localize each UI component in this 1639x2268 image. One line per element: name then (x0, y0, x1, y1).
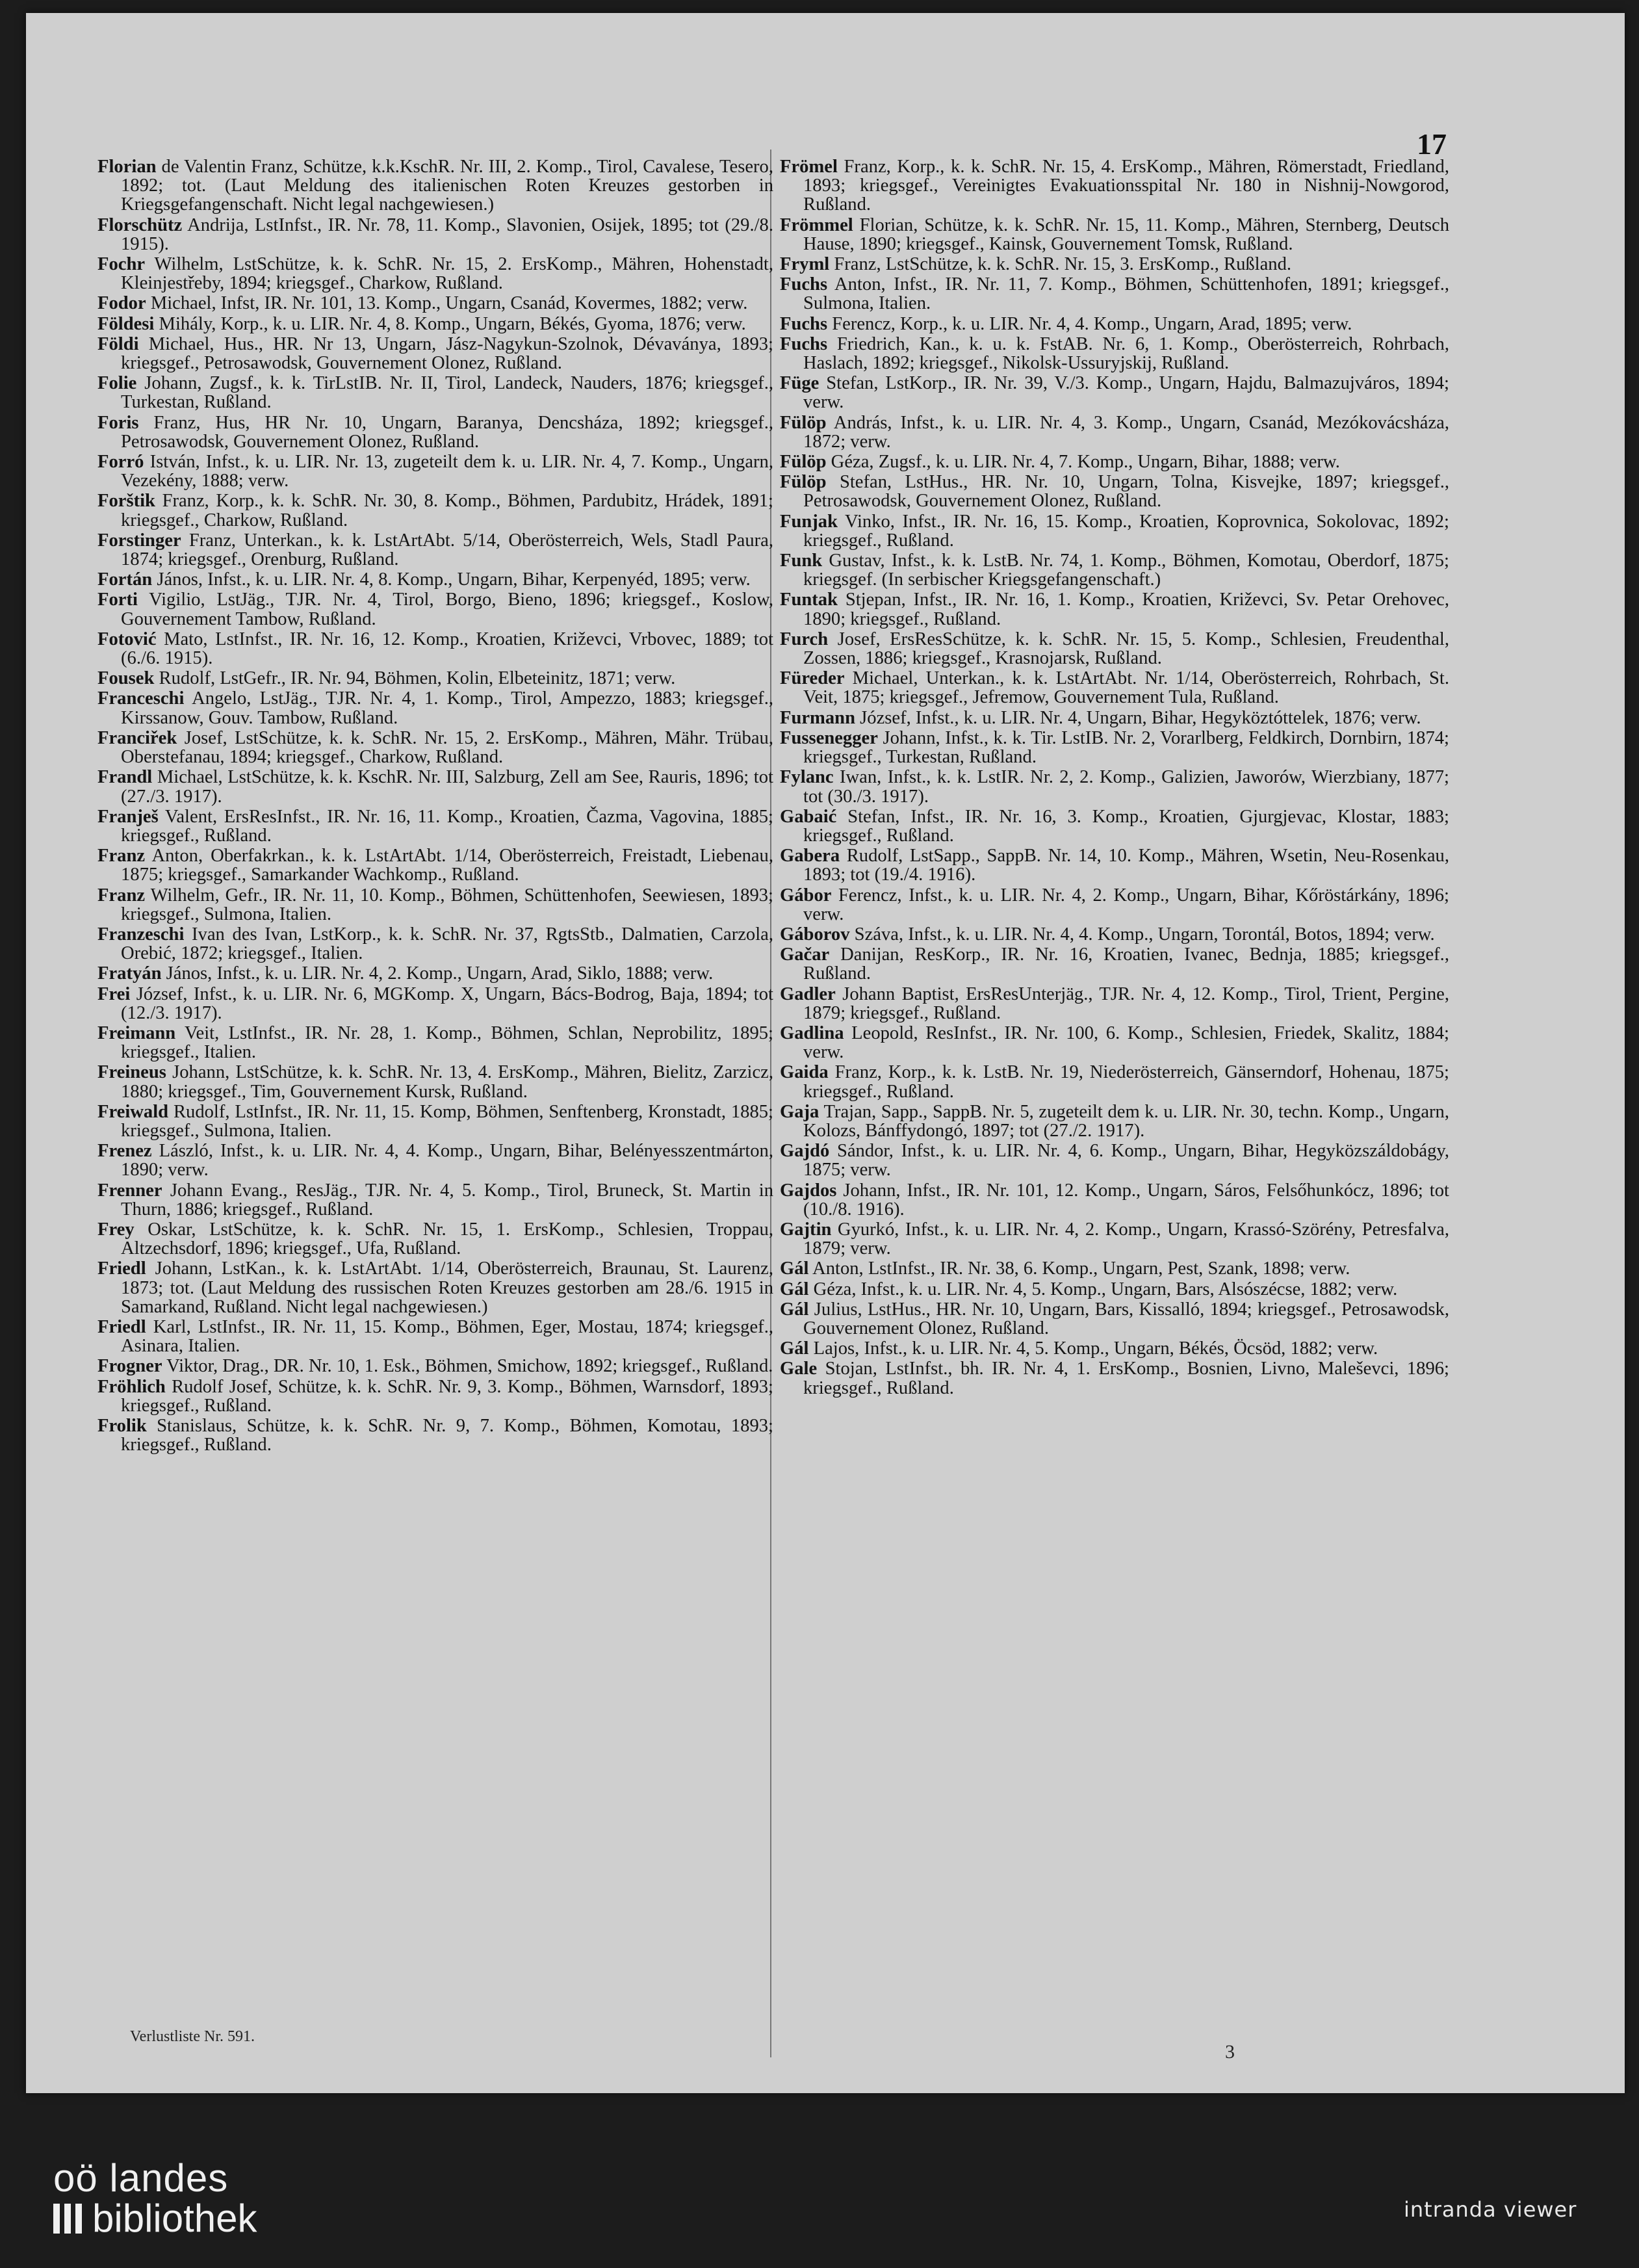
entry-surname: Fylanc (780, 767, 834, 788)
entry-details: Trajan, Sapp., SappB. Nr. 5, zugeteilt dem k. u. LIR. Nr. 30, techn. Komp., Ungarn, Kolozs, Bánffydongó, 1897; tot (27./2. 1917). (803, 1101, 1449, 1141)
list-entry (97, 1102, 773, 1140)
entry-surname: Fülöp (780, 412, 827, 433)
entry-details: Wilhelm, Gefr., IR. Nr. 11, 10. Komp., Böhmen, Schüttenhofen, Seewiesen, 1893; kriegsgef., Sulmona, Italien. (121, 885, 773, 924)
entry-surname: Folie (97, 373, 137, 394)
footer-list-number: Verlustliste Nr. 591. (130, 2028, 255, 2045)
entry-details: Ivan des Ivan, LstKorp., k. k. SchR. Nr. 37, RgtsStb., Dalmatien, Carzola, Orebić, 1872; kriegsgef., Italien. (121, 924, 773, 964)
list-entry (780, 925, 1449, 944)
entry-details: Anton, Oberfakrkan., k. k. LstArtAbt. 1/14, Oberösterreich, Freistadt, Liebenau, 1875; kriegsgef., Samarkander Wachkomp., Rußland. (121, 846, 773, 885)
entry-details: Gyurkó, Infst., k. u. LIR. Nr. 4, 2. Komp., Ungarn, Krassó-Szörény, Petresfalva, 1879; verw. (803, 1219, 1449, 1259)
entry-details: Rudolf, LstInfst., IR. Nr. 11, 15. Komp, Böhmen, Senftenberg, Kronstadt, 1885; kriegsgef., Sulmona, Italien. (121, 1101, 773, 1141)
entry-details: Iwan, Infst., k. k. LstIR. Nr. 2, 2. Komp., Galizien, Jaworów, Wierzbiany, 1877; tot (30./3. 1917). (803, 767, 1449, 807)
list-entry (780, 630, 1449, 668)
list-entry (97, 1357, 773, 1375)
entry-details: Johann Baptist, ErsResUnterjäg., TJR. Nr. 4, 12. Komp., Tirol, Trient, Pergine, 1879; kriegsgef., Rußland. (803, 984, 1449, 1023)
list-entry (97, 689, 773, 727)
list-entry (780, 945, 1449, 983)
entry-surname: Franzeschi (97, 924, 185, 945)
list-entry (780, 846, 1449, 884)
entry-details: Franz, Hus, HR Nr. 10, Ungarn, Baranya, Dencsháza, 1892; kriegsgef., Petrosawodsk, Gouvernement Olonez, Rußland. (121, 412, 774, 452)
entry-surname: Frömel (780, 157, 838, 177)
list-entry (97, 491, 773, 529)
entry-surname: Franciřek (97, 727, 177, 748)
entry-surname: Gábor (780, 885, 832, 906)
viewer-label: intranda viewer (1404, 2197, 1577, 2222)
entry-details: Vigilio, LstJäg., TJR. Nr. 4, Tirol, Borgo, Bieno, 1896; kriegsgef., Koslow, Gouvernement Tambow, Rußland. (121, 590, 773, 629)
entry-details: Johann, Zugsf., k. k. TirLstIB. Nr. II, Tirol, Landeck, Nauders, 1876; kriegsgef., Turkestan, Rußland. (121, 373, 773, 413)
list-entry (97, 630, 773, 668)
entry-details: Anton, LstInfst., IR. Nr. 38, 6. Komp., Ungarn, Pest, Szank, 1898; verw. (812, 1258, 1350, 1279)
list-entry (780, 275, 1449, 313)
list-entry (97, 255, 773, 293)
page-number: 17 (1417, 127, 1447, 161)
entry-surname: Fülöp (780, 472, 827, 493)
entry-details: Michael, Infst, IR. Nr. 101, 13. Komp., Ungarn, Csanád, Kovermes, 1882; verw. (150, 293, 748, 314)
entry-surname: Gál (780, 1258, 809, 1279)
entry-details: Florian, Schütze, k. k. SchR. Nr. 15, 11. Komp., Mähren, Sternberg, Deutsch Hause, 1890; kriegsgef., Kainsk, Gouvernement Tomsk, Rußland. (803, 215, 1449, 254)
logo-bars-icon (53, 2204, 82, 2234)
list-entry (97, 1181, 773, 1219)
entry-details: Sándor, Infst., k. u. LIR. Nr. 4, 6. Komp., Ungarn, Bihar, Hegyközszáldobágy, 1875; verw. (803, 1141, 1450, 1180)
entry-details: Lajos, Infst., k. u. LIR. Nr. 4, 5. Komp., Ungarn, Békés, Öcsöd, 1882; verw. (813, 1338, 1378, 1359)
logo-line-2: bibliothek (92, 2196, 257, 2240)
list-entry (97, 1141, 773, 1179)
entry-details: Wilhelm, LstSchütze, k. k. SchR. Nr. 15, 2. ErsKomp., Mähren, Hohenstadt, Kleinjestřeby, 1894; kriegsgef., Charkow, Rußland. (121, 254, 773, 294)
entry-surname: Forró (97, 452, 144, 473)
list-entry (780, 1259, 1449, 1278)
entry-details: Stefan, LstKorp., IR. Nr. 39, V./3. Komp., Ungarn, Hajdu, Balmazujváros, 1894; verw. (803, 373, 1449, 413)
list-entry (780, 452, 1449, 471)
list-entry (780, 886, 1449, 924)
entry-details: Száva, Infst., k. u. LIR. Nr. 4, 4. Komp., Ungarn, Torontál, Botos, 1894; verw. (854, 924, 1435, 945)
entry-surname: Fratyán (97, 963, 162, 984)
list-entry (780, 255, 1449, 274)
entry-details: Veit, LstInfst., IR. Nr. 28, 1. Komp., Böhmen, Schlan, Neprobilitz, 1895; kriegsgef., Italien. (121, 1023, 773, 1063)
list-entry (780, 590, 1449, 628)
signature-mark: 3 (1225, 2041, 1235, 2063)
entry-surname: Foris (97, 412, 139, 433)
list-entry (97, 1063, 773, 1101)
entry-details: Johann, LstKan., k. k. LstArtAbt. 1/14, Oberösterreich, Braunau, St. Laurenz, 1873; tot. (Laut Meldung des russischen Roten Kreuzes gestorben am 28./6. 1915 in Samarkand, Rußland. Nicht legal nachgewiesen.) (121, 1258, 773, 1317)
entry-surname: Gál (780, 1299, 809, 1320)
entry-surname: Fousek (97, 668, 155, 689)
entry-surname: Freineus (97, 1062, 166, 1083)
entry-surname: Gadler (780, 984, 836, 1004)
entry-surname: Fuchs (780, 333, 828, 354)
entry-details: Michael, Hus., HR. Nr 13, Ungarn, Jász-Nagykun-Szolnok, Dévaványa, 1893; kriegsgef., Petrosawodsk, Gouvernement Olonez, Rußland. (121, 333, 774, 374)
entry-surname: Franješ (97, 806, 159, 827)
entry-surname: Fuchs (780, 313, 828, 334)
entry-details: Josef, LstSchütze, k. k. SchR. Nr. 15, 2. ErsKomp., Mähren, Mähr. Trübau, Oberstefanau, 1894; kriegsgef., Charkow, Rußland. (121, 727, 773, 768)
list-entry (780, 985, 1449, 1023)
list-entry (97, 374, 773, 411)
entry-details: Franz, Korp., k. k. SchR. Nr. 30, 8. Komp., Böhmen, Pardubitz, Hrádek, 1891; kriegsgef., Charkow, Rußland. (121, 491, 773, 530)
list-entry (780, 216, 1449, 254)
list-entry (97, 846, 773, 884)
list-entry (780, 807, 1449, 845)
list-entry (780, 315, 1449, 333)
list-entry (780, 413, 1449, 451)
entry-surname: Fodor (97, 293, 146, 314)
list-entry (780, 1280, 1449, 1299)
entry-details: István, Infst., k. u. LIR. Nr. 13, zugeteilt dem k. u. LIR. Nr. 4, 7. Komp., Ungarn, Vezekény, 1888; verw. (121, 452, 773, 491)
list-entry (97, 1318, 773, 1355)
entry-surname: Gajdó (780, 1141, 830, 1162)
list-entry (97, 985, 773, 1023)
entry-surname: Fochr (97, 254, 146, 275)
entry-details: Andrija, LstInfst., IR. Nr. 78, 11. Komp., Slavonien, Osijek, 1895; tot (29./8. 1915). (121, 215, 773, 254)
entry-details: Johann, Infst., k. k. Tir. LstIB. Nr. 2, Vorarlberg, Feldkirch, Dornbirn, 1874; kriegsgef., Turkestan, Rußland. (803, 727, 1449, 768)
list-entry (97, 964, 773, 983)
entry-details: Oskar, LstSchütze, k. k. SchR. Nr. 15, 1. ErsKomp., Schlesien, Troppau, Altzechsdorf, 1896; kriegsgef., Ufa, Rußland. (121, 1219, 773, 1259)
entry-surname: Furch (780, 629, 829, 649)
entry-details: Vinko, Infst., IR. Nr. 16, 15. Komp., Kroatien, Koprovnica, Sokolovac, 1892; kriegsgef., Rußland. (803, 511, 1449, 551)
entry-details: József, Infst., k. u. LIR. Nr. 6, MGKomp. X, Ungarn, Bács-Bodrog, Baja, 1894; tot (12./3. 1917). (121, 984, 773, 1023)
entry-surname: Florschütz (97, 215, 183, 235)
right-column (780, 157, 1449, 1399)
entry-details: József, Infst., k. u. LIR. Nr. 4, Ungarn, Bihar, Hegyköztóttelek, 1876; verw. (860, 707, 1421, 728)
entry-surname: Gajdos (780, 1180, 837, 1201)
list-entry (780, 551, 1449, 589)
list-entry (780, 512, 1449, 550)
entry-surname: Frey (97, 1219, 135, 1240)
list-entry (97, 570, 773, 589)
entry-surname: Frenez (97, 1141, 152, 1162)
list-entry (780, 1181, 1449, 1219)
list-entry (780, 335, 1449, 372)
entry-surname: Franz (97, 885, 146, 906)
list-entry (97, 669, 773, 688)
entry-surname: Freiwald (97, 1101, 169, 1122)
list-entry (780, 157, 1449, 215)
entry-surname: Gadlina (780, 1023, 844, 1043)
entry-surname: Fortán (97, 569, 153, 590)
list-entry (780, 709, 1449, 727)
list-entry (97, 886, 773, 924)
entry-surname: Fuchs (780, 274, 828, 295)
entry-details: László, Infst., k. u. LIR. Nr. 4, 4. Komp., Ungarn, Bihar, Belényesszentmárton, 1890; verw. (121, 1141, 774, 1180)
list-entry (780, 669, 1449, 707)
entry-surname: Franceschi (97, 688, 185, 709)
list-entry (97, 768, 773, 805)
entry-details: Gustav, Infst., k. k. LstB. Nr. 74, 1. Komp., Böhmen, Komotau, Oberdorf, 1875; kriegsgef. (In serbischer Kriegsgefangenschaft.) (803, 551, 1449, 590)
entry-surname: Fröhlich (97, 1376, 166, 1397)
entry-surname: Gabaić (780, 806, 837, 827)
entry-details: András, Infst., k. u. LIR. Nr. 4, 3. Komp., Ungarn, Csanád, Mezókovácsháza, 1872; verw. (803, 412, 1449, 452)
entry-surname: Gačar (780, 945, 830, 965)
list-entry (97, 729, 773, 766)
entry-surname: Füreder (780, 668, 845, 689)
entry-surname: Gaida (780, 1062, 829, 1083)
entry-details: Josef, ErsResSchütze, k. k. SchR. Nr. 15, 5. Komp., Schlesien, Freudenthal, Zossen, 1886; kriegsgef., Krasnojarsk, Rußland. (803, 629, 1449, 669)
scanned-page (26, 13, 1625, 2093)
entry-details: Franz, LstSchütze, k. k. SchR. Nr. 15, 3. ErsKomp., Rußland. (834, 254, 1292, 275)
logo-line-2-row (53, 2198, 257, 2239)
entry-surname: Frenner (97, 1180, 162, 1201)
entry-surname: Forstinger (97, 530, 181, 551)
list-entry (780, 1102, 1449, 1140)
entry-details: Rudolf, LstGefr., IR. Nr. 94, Böhmen, Kolin, Elbeteinitz, 1871; verw. (159, 668, 676, 689)
entry-details: Michael, LstSchütze, k. k. KschR. Nr. III, Salzburg, Zell am See, Rauris, 1896; tot (27./3. 1917). (121, 767, 773, 807)
entry-details: Leopold, ResInfst., IR. Nr. 100, 6. Komp., Schlesien, Friedek, Skalitz, 1884; verw. (803, 1023, 1449, 1063)
entry-details: Michael, Unterkan., k. k. LstArtAbt. Nr. 1/14, Oberösterreich, Rohrbach, St. Veit, 1875; kriegsgef., Jefremow, Gouvernement Tula, Rußland. (803, 668, 1449, 708)
list-entry (97, 531, 773, 569)
entry-details: Viktor, Drag., DR. Nr. 10, 1. Esk., Böhmen, Smichow, 1892; kriegsgef., Rußland. (166, 1356, 773, 1377)
entry-surname: Füge (780, 373, 820, 394)
list-entry (97, 335, 773, 372)
list-entry (780, 1141, 1449, 1179)
entry-surname: Friedl (97, 1258, 146, 1279)
entry-details: Johann, LstSchütze, k. k. SchR. Nr. 13, 4. ErsKomp., Mähren, Bielitz, Zarzicz, 1880; kriegsgef., Tim, Gouvernement Kursk, Rußland. (121, 1062, 773, 1102)
entry-details: János, Infst., k. u. LIR. Nr. 4, 8. Komp., Ungarn, Bihar, Kerpenyéd, 1895; verw. (157, 569, 751, 590)
entry-surname: Földi (97, 333, 139, 354)
entry-surname: Gáborov (780, 924, 850, 945)
list-entry (780, 1339, 1449, 1358)
entry-details: Stanislaus, Schütze, k. k. SchR. Nr. 9, 7. Komp., Böhmen, Komotau, 1893; kriegsgef., Rußland. (121, 1416, 773, 1455)
list-entry (97, 157, 773, 215)
entry-details: Johann Evang., ResJäg., TJR. Nr. 4, 5. Komp., Tirol, Bruneck, St. Martin in Thurn, 1886; kriegsgef., Rußland. (121, 1180, 773, 1219)
entry-details: Anton, Infst., IR. Nr. 11, 7. Komp., Böhmen, Schüttenhofen, 1891; kriegsgef., Sulmona, Italien. (803, 274, 1449, 314)
entry-surname: Furmann (780, 707, 855, 728)
entry-surname: Gál (780, 1279, 809, 1299)
list-entry (97, 1416, 773, 1454)
list-entry (97, 807, 773, 845)
list-entry (97, 1220, 773, 1258)
entry-surname: Frömmel (780, 215, 853, 235)
entry-surname: Funtak (780, 590, 838, 610)
library-logo (53, 2158, 257, 2239)
list-entry (97, 294, 773, 313)
entry-details: Rudolf, LstSapp., SappB. Nr. 14, 10. Komp., Mähren, Wsetin, Neu-Rosenkau, 1893; tot (19./4. 1916). (803, 846, 1449, 885)
entry-surname: Forštik (97, 491, 155, 512)
entry-surname: Gajtin (780, 1219, 832, 1240)
list-entry (780, 374, 1449, 411)
entry-surname: Frolik (97, 1416, 147, 1436)
entry-surname: Gabera (780, 846, 840, 867)
list-entry (780, 1220, 1449, 1258)
entry-details: Mihály, Korp., k. u. LIR. Nr. 4, 8. Komp., Ungarn, Békés, Gyoma, 1876; verw. (159, 313, 746, 334)
list-entry (97, 925, 773, 963)
entry-details: Johann, Infst., IR. Nr. 101, 12. Komp., Ungarn, Sáros, Felsőhunkócz, 1896; tot (10./8. 1916). (803, 1180, 1449, 1219)
list-entry (780, 1024, 1449, 1062)
entry-details: Géza, Infst., k. u. LIR. Nr. 4, 5. Komp., Ungarn, Bars, Alsószécse, 1882; verw. (813, 1279, 1398, 1299)
entry-details: Stefan, LstHus., HR. Nr. 10, Ungarn, Tolna, Kisvejke, 1897; kriegsgef., Petrosawodsk, Gouvernement Olonez, Rußland. (803, 472, 1449, 512)
entry-surname: Fussenegger (780, 727, 878, 748)
entry-details: Franz, Korp., k. k. LstB. Nr. 19, Niederösterreich, Gänserndorf, Hohenau, 1875; kriegsgef., Rußland. (803, 1062, 1449, 1102)
entry-details: Franz, Korp., k. k. SchR. Nr. 15, 4. ErsKomp., Mähren, Römerstadt, Friedland, 1893; kriegsgef., Vereinigtes Evakuationsspital Nr. 180 in Nishnij-Nowgorod, Rußland. (803, 157, 1450, 215)
entry-details: Ferencz, Korp., k. u. LIR. Nr. 4, 4. Komp., Ungarn, Arad, 1895; verw. (832, 313, 1352, 334)
entry-surname: Gál (780, 1338, 809, 1359)
list-entry (97, 216, 773, 254)
list-entry (97, 315, 773, 333)
entry-surname: Funk (780, 551, 823, 571)
list-entry (780, 473, 1449, 510)
entry-details: János, Infst., k. u. LIR. Nr. 4, 2. Komp., Ungarn, Arad, Siklo, 1888; verw. (166, 963, 714, 984)
entry-surname: Freimann (97, 1023, 176, 1043)
entry-surname: Funjak (780, 511, 838, 532)
entry-surname: Fülöp (780, 452, 827, 473)
list-entry (780, 1359, 1449, 1397)
entry-details: Stefan, Infst., IR. Nr. 16, 3. Komp., Kroatien, Gjurgjevac, Klostar, 1883; kriegsgef., Rußland. (803, 806, 1449, 846)
entry-surname: Florian (97, 157, 157, 177)
entry-surname: Gale (780, 1359, 818, 1379)
list-entry (97, 413, 773, 451)
entry-details: Ferencz, Infst., k. u. LIR. Nr. 4, 2. Komp., Ungarn, Bihar, Kőröstárkány, 1896; verw. (803, 885, 1449, 924)
entry-details: Friedrich, Kan., k. u. k. FstAB. Nr. 6, 1. Komp., Oberösterreich, Rohrbach, Haslach, 1892; kriegsgef., Nikolsk-Ussuryjskij, Rußland. (803, 333, 1450, 374)
list-entry (97, 452, 773, 490)
entry-details: Valent, ErsResInfst., IR. Nr. 16, 11. Komp., Kroatien, Čazma, Vagovina, 1885; kriegsgef., Rußland. (121, 806, 773, 846)
entry-surname: Gaja (780, 1101, 820, 1122)
entry-details: Géza, Zugsf., k. u. LIR. Nr. 4, 7. Komp., Ungarn, Bihar, 1888; verw. (831, 452, 1340, 473)
entry-details: Rudolf Josef, Schütze, k. k. SchR. Nr. 9, 3. Komp., Böhmen, Warnsdorf, 1893; kriegsgef., Rußland. (121, 1376, 773, 1416)
entry-surname: Frei (97, 984, 131, 1004)
entry-surname: Forti (97, 590, 138, 610)
list-entry (97, 1259, 773, 1316)
entry-details: Julius, LstHus., HR. Nr. 10, Ungarn, Bars, Kissalló, 1894; kriegsgef., Petrosawodsk, Gouvernement Olonez, Rußland. (803, 1299, 1449, 1338)
entry-details: Angelo, LstJäg., TJR. Nr. 4, 1. Komp., Tirol, Ampezzo, 1883; kriegsgef., Kirssanow, Gouv. Tambow, Rußland. (121, 688, 774, 728)
entry-surname: Friedl (97, 1316, 146, 1337)
entry-surname: Földesi (97, 313, 155, 334)
entry-details: Stojan, LstInfst., bh. IR. Nr. 4, 1. ErsKomp., Bosnien, Livno, Maleševci, 1896; kriegsgef., Rußland. (803, 1359, 1449, 1398)
entry-surname: Fotović (97, 629, 157, 649)
entry-surname: Franz (97, 846, 146, 867)
entry-details: Karl, LstInfst., IR. Nr. 11, 15. Komp., Böhmen, Eger, Mostau, 1874; kriegsgef., Asinara, Italien. (121, 1316, 773, 1357)
entry-details: Franz, Unterkan., k. k. LstArtAbt. 5/14, Oberösterreich, Wels, Stadl Paura, 1874; kriegsgef., Orenburg, Rußland. (121, 530, 773, 570)
entry-details: de Valentin Franz, Schütze, k.k.KschR. Nr. III, 2. Komp., Tirol, Cavalese, Tesero, 1892; tot. (Laut Meldung des italienischen Roten Kreuzes gestorben in Kriegsgefangenschaft. Nicht legal nachgewiesen.) (121, 157, 773, 215)
entry-details: Danijan, ResKorp., IR. Nr. 16, Kroatien, Ivanec, Bednja, 1885; kriegsgef., Rußland. (803, 945, 1449, 984)
entry-details: Mato, LstInfst., IR. Nr. 16, 12. Komp., Kroatien, Križevci, Vrbovec, 1889; tot (6./6. 1915). (121, 629, 773, 669)
list-entry (97, 590, 773, 628)
left-column (97, 157, 773, 1455)
entry-details: Stjepan, Infst., IR. Nr. 16, 1. Komp., Kroatien, Križevci, Sv. Petar Orehovec, 1890; kriegsgef., Rußland. (803, 590, 1449, 629)
list-entry (97, 1377, 773, 1415)
list-entry (780, 1063, 1449, 1101)
entry-surname: Fryml (780, 254, 830, 275)
list-entry (97, 1024, 773, 1062)
entry-surname: Frandl (97, 767, 153, 788)
entry-surname: Frogner (97, 1356, 162, 1377)
list-entry (780, 1300, 1449, 1338)
list-entry (780, 768, 1449, 805)
list-entry (780, 729, 1449, 766)
logo-line-1: oö landes (53, 2156, 229, 2200)
